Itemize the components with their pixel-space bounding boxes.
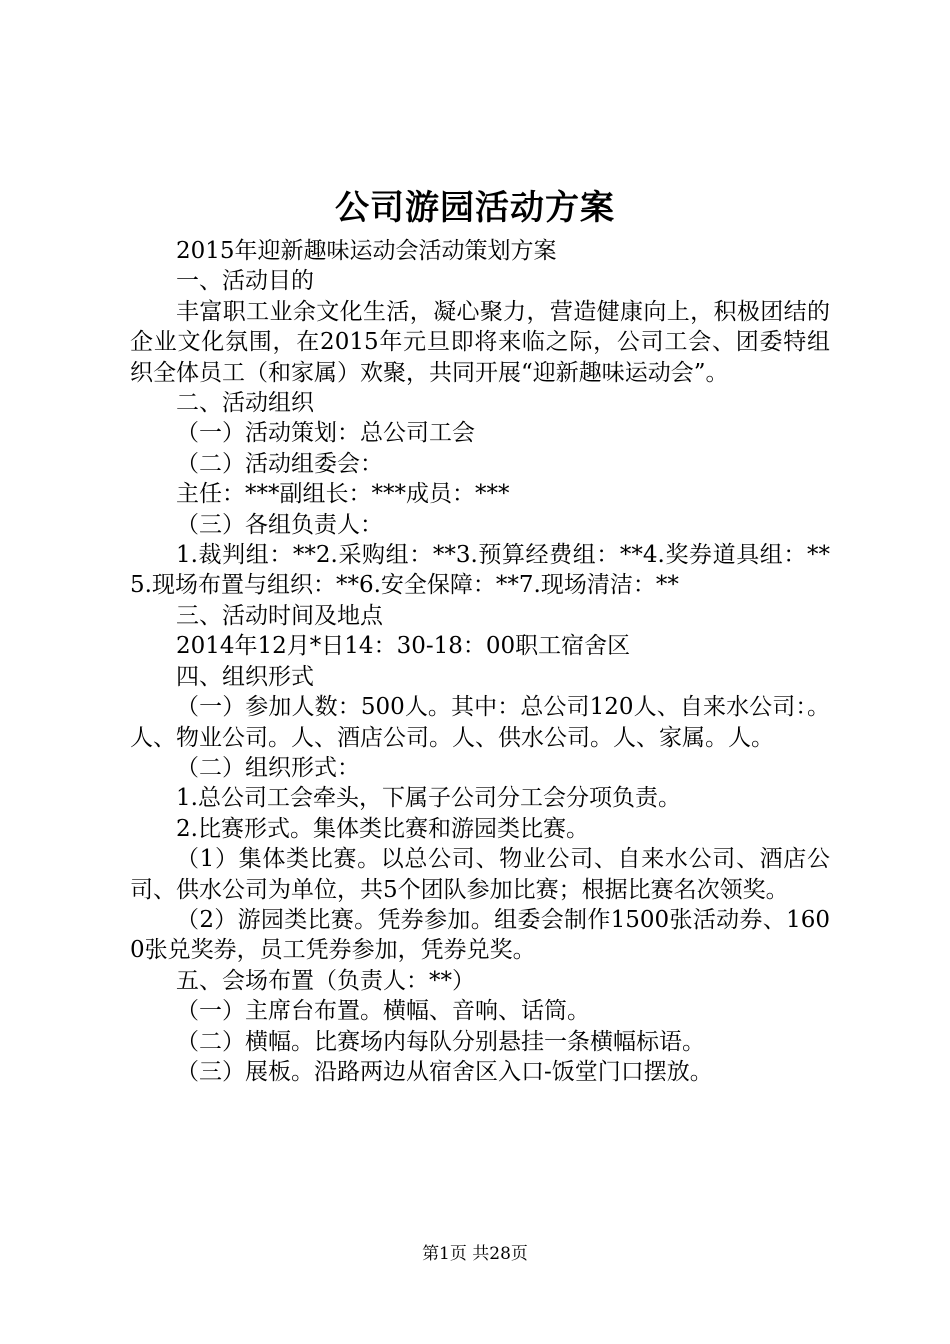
section-heading-organization: 二、活动组织 [176,390,314,417]
section-heading-time-place: 三、活动时间及地点 [176,602,383,629]
section-heading-venue: 五、会场布置（负责人：**） [176,967,475,994]
paragraph-planning: （一）活动策划：总公司工会 [176,420,475,447]
paragraph-garden-competition: （2）游园类比赛。凭券参加。组委会制作1500张活动券、1600张兑奖券，员工凭券参加，凭券兑奖。 [130,906,830,964]
section-heading-purpose: 一、活动目的 [176,268,314,295]
paragraph-committee: （二）活动组委会： [176,450,383,477]
paragraph-participants: （一）参加人数：500人。其中：总公司120人、自来水公司：。人、物业公司。人、酒店公司。人、供水公司。人、家属。人。 [130,694,830,751]
section-heading-format: 四、组织形式 [176,663,314,690]
paragraph-format-lead: 1.总公司工会牵头，下属子公司分工会分项负责。 [176,785,681,812]
paragraph-format-heading: （二）组织形式： [176,754,360,781]
paragraph-banners: （二）横幅。比赛场内每队分别悬挂一条横幅标语。 [176,1028,705,1055]
paragraph-time-place: 2014年12月*日14：30-18：00职工宿舍区 [176,633,631,660]
paragraph-plan-name: 2015年迎新趣味运动会活动策划方案 [176,238,557,264]
paragraph-group-list: 1.裁判组：**2.采购组：**3.预算经费组：**4.奖券道具组：**5.现场布置与组织：**6.安全保障：**7.现场清洁：** [130,542,830,599]
paragraph-purpose: 丰富职工业余文化生活，凝心聚力，营造健康向上，积极团结的企业文化氛围，在2015年元旦即将来临之际，公司工会、团委特组织全体员工（和家属）欢聚，共同开展“迎新趣味运动会”。 [130,298,830,386]
paragraph-group-leaders: （三）各组负责人： [176,511,383,538]
document-body [130,236,830,1087]
paragraph-team-competition: （1）集体类比赛。以总公司、物业公司、自来水公司、酒店公司、供水公司为单位，共5个团队参加比赛；根据比赛名次领奖。 [130,846,830,903]
paragraph-stage: （一）主席台布置。横幅、音响、话筒。 [176,998,590,1025]
paragraph-display-boards: （三）展板。沿路两边从宿舍区入口-饭堂门口摆放。 [176,1058,713,1085]
page-footer: 第1页 共28页 [422,1244,528,1264]
document-title: 公司游园活动方案 [335,188,615,228]
paragraph-competition-types: 2.比赛形式。集体类比赛和游园类比赛。 [176,815,589,842]
paragraph-committee-members: 主任：***副组长：***成员：*** [176,481,510,508]
